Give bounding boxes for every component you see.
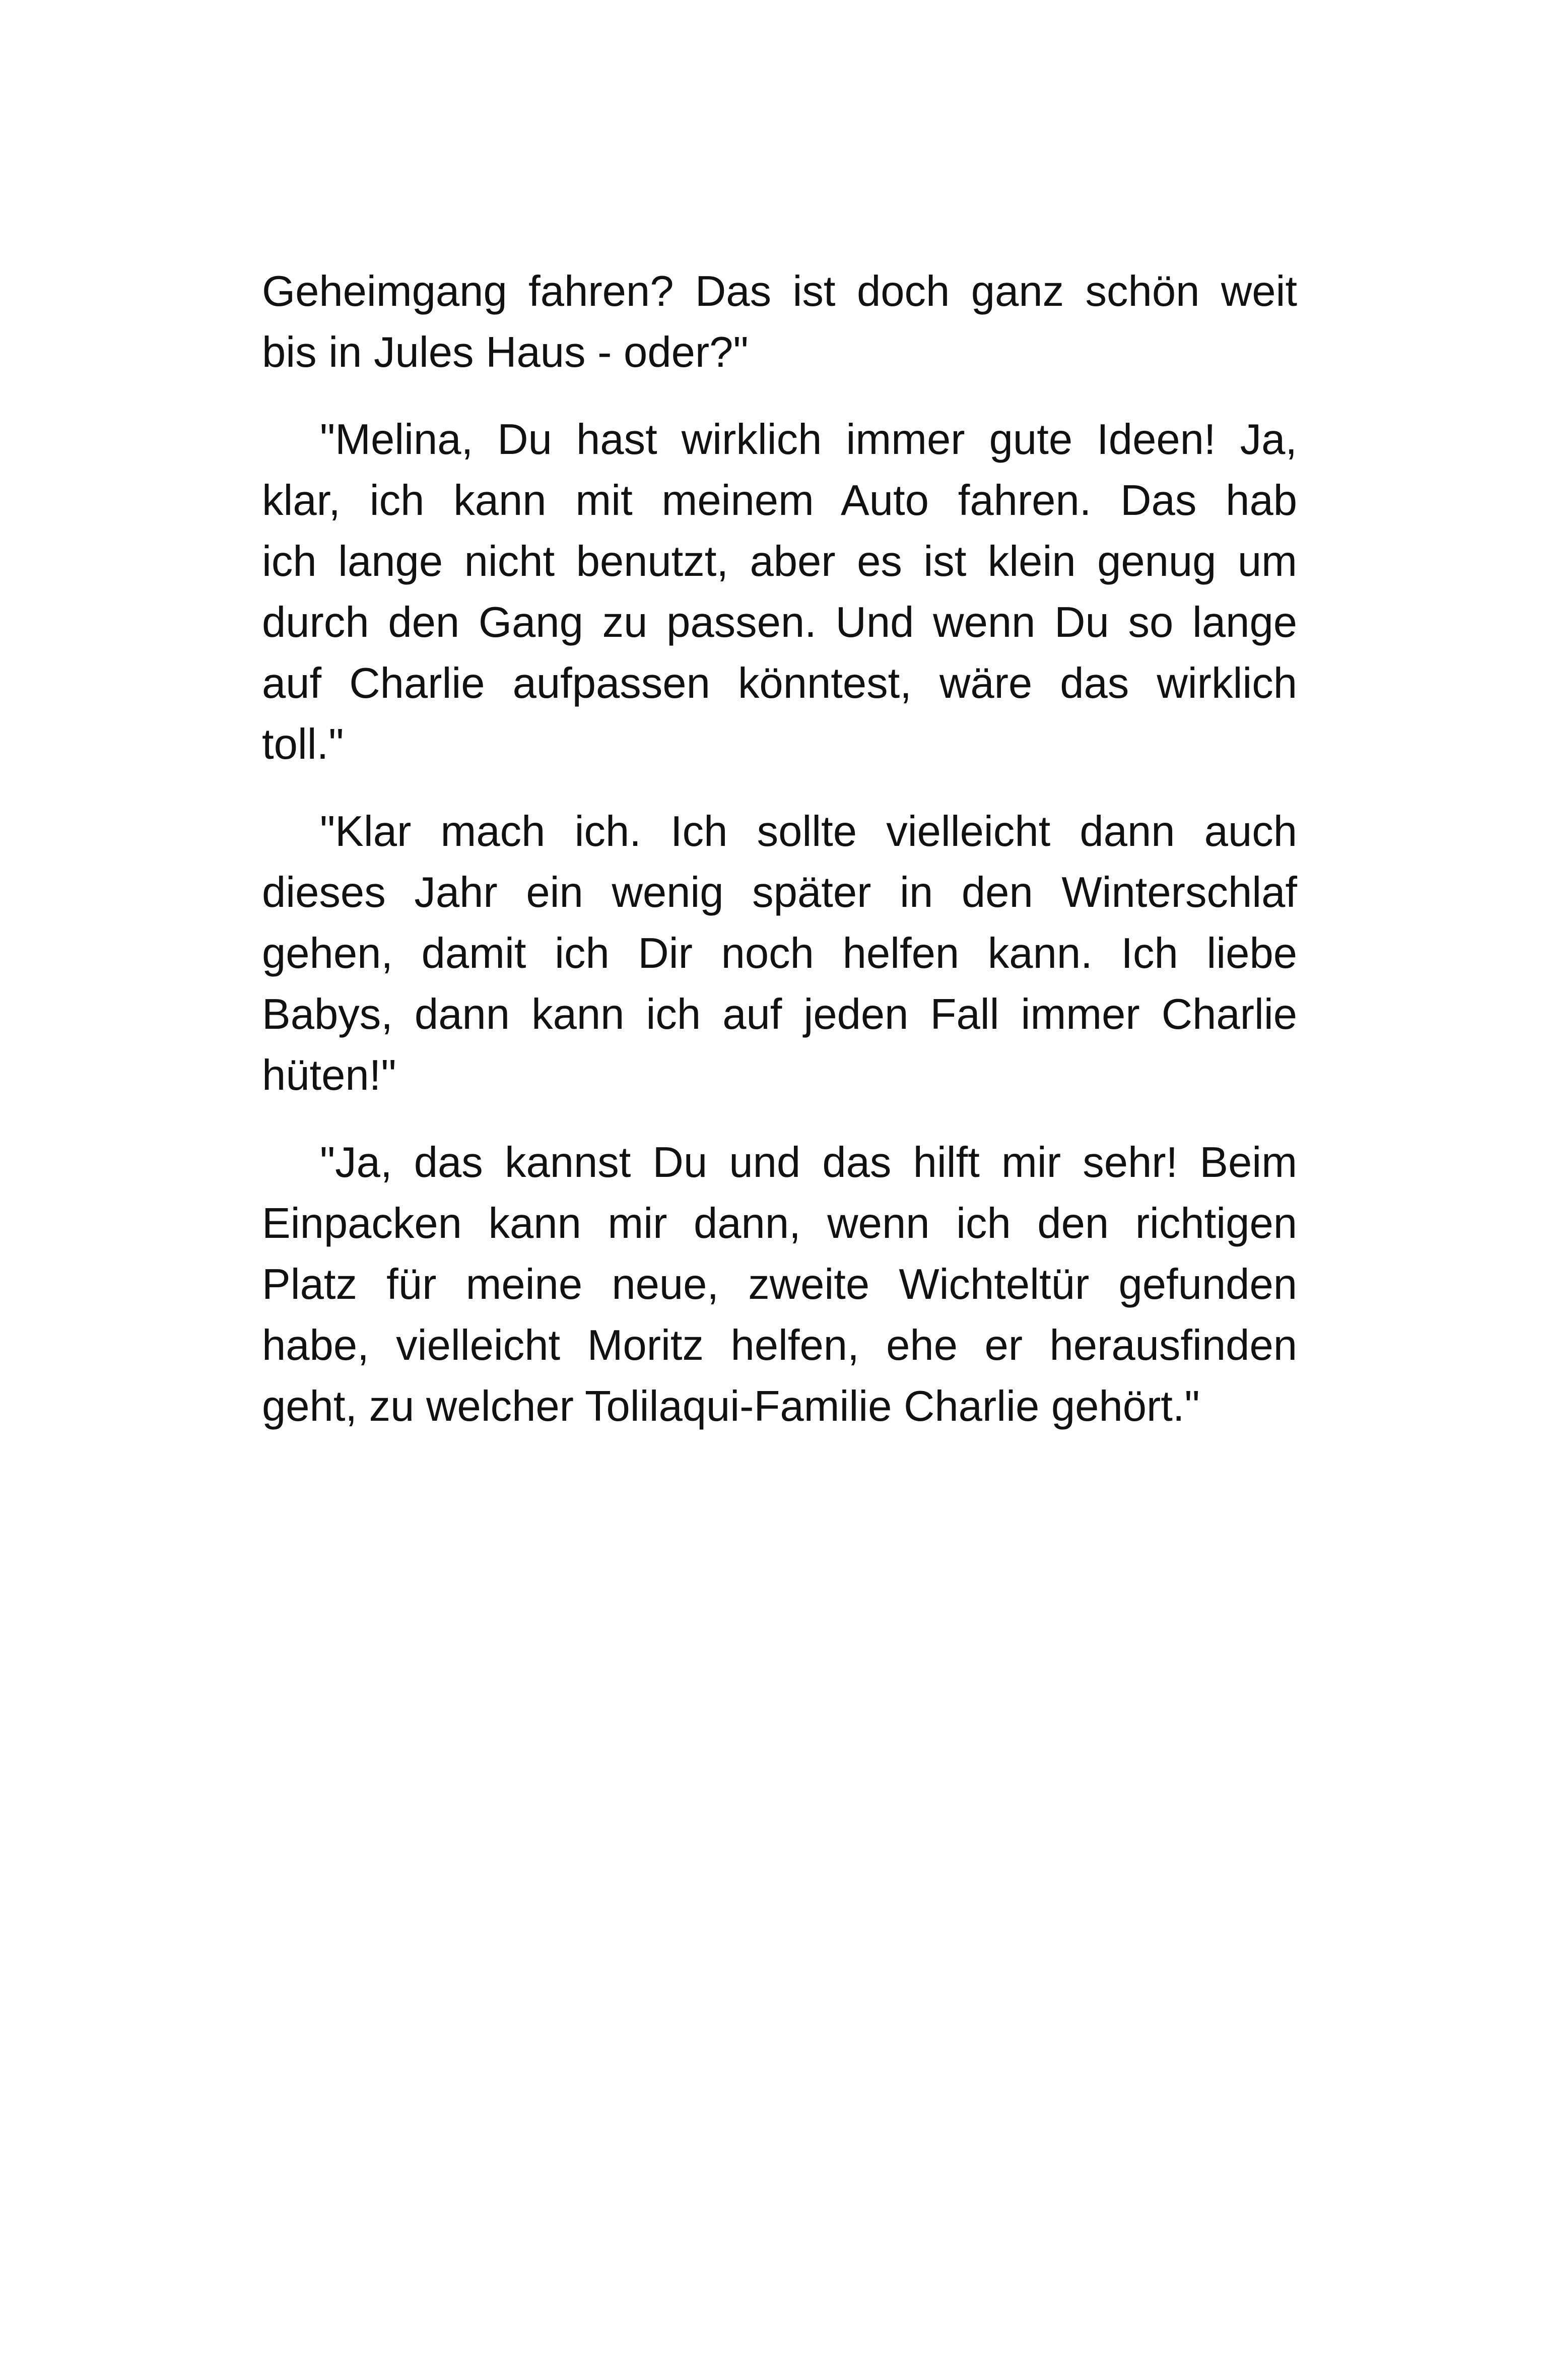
text-line: auf Charlie aufpassen könntest, wäre das wirklich [262,659,1297,707]
text-line: dieses Jahr ein wenig später in den Winterschlaf [262,869,1297,916]
text-line: "Melina, Du hast wirklich immer gute Ideen! Ja, [320,416,1297,464]
text-line: toll." [262,720,344,768]
text-line: klar, ich kann mit meinem Auto fahren. Das hab [262,477,1297,524]
text-line: geht, zu welcher Tolilaqui-Familie Charlie gehört." [262,1382,1200,1430]
text-line: "Ja, das kannst Du und das hilft mir sehr! Beim [320,1139,1297,1186]
text-line: bis in Jules Haus - oder?" [262,328,749,376]
text-line: ich lange nicht benutzt, aber es ist klein genug um [262,538,1297,585]
paragraph-3 [262,801,1297,1106]
text-line: hüten!" [262,1051,396,1099]
paragraph-4 [262,1132,1297,1437]
text-line: durch den Gang zu passen. Und wenn Du so lange [262,599,1297,646]
text-line: "Klar mach ich. Ich sollte vielleicht dann auch [320,808,1297,855]
paragraph-2 [262,409,1297,775]
text-line: habe, vielleicht Moritz helfen, ehe er herausfinden [262,1321,1297,1369]
text-line: Geheimgang fahren? Das ist doch ganz schön weit [262,268,1297,315]
paragraph-1 [262,261,1297,383]
text-line: gehen, damit ich Dir noch helfen kann. Ich liebe [262,930,1297,977]
text-line: Babys, dann kann ich auf jeden Fall immer Charlie [262,990,1297,1038]
text-line: Platz für meine neue, zweite Wichteltür gefunden [262,1261,1297,1308]
body-text [262,261,1297,1463]
text-line: Einpacken kann mir dann, wenn ich den richtigen [262,1200,1297,1247]
